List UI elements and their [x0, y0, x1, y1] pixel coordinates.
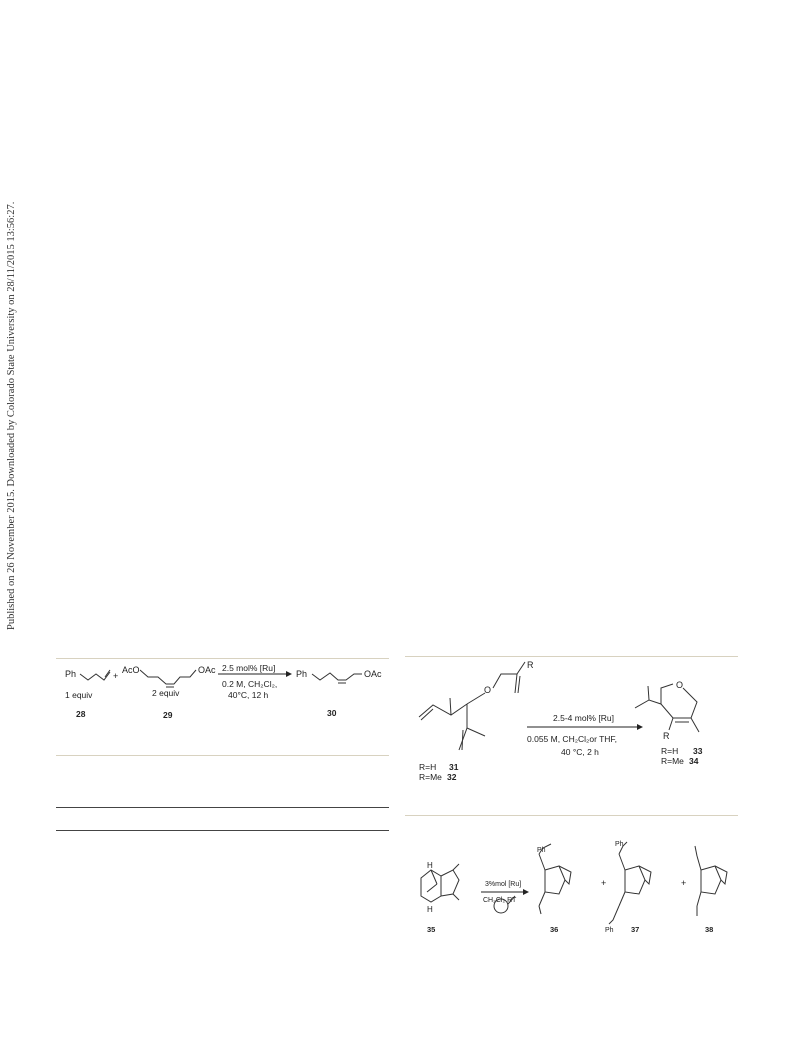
conditions-solvent: 0.055 M, CH₂Cl₂or THF,: [527, 734, 618, 744]
reagent-29-aco: AcO: [122, 665, 140, 675]
reagent-29-oac: OAc: [198, 665, 216, 675]
product-r: R: [663, 731, 670, 741]
conditions-catalyst: 3%mol [Ru]: [485, 881, 522, 888]
compound-label-31: 31: [449, 762, 459, 772]
compound-label-34: 34: [689, 756, 699, 766]
plus-sign-1: +: [601, 878, 607, 888]
compound-label-33: 33: [693, 746, 703, 756]
scheme-left-bottom-rule: [56, 755, 389, 756]
hydrogen-top: H: [427, 861, 433, 870]
pr-r-h: R=H: [661, 746, 679, 756]
reagent-28-ph: Ph: [65, 669, 77, 679]
product-37-ph-bottom: Ph: [605, 927, 614, 934]
scheme-left-top-rule: [56, 658, 389, 659]
product-37-ph-top: Ph: [615, 841, 624, 848]
sm-r-me: R=Me: [419, 772, 442, 782]
product-36-ph: Ph: [537, 847, 546, 854]
conditions-temp-time: 40 °C, 2 h: [561, 747, 599, 757]
conditions-concentration: 0.2 M, CH₂Cl₂,: [222, 679, 278, 689]
ether-oxygen: O: [484, 685, 492, 695]
product-oxygen: O: [676, 680, 684, 690]
table-bottom-rule: [56, 830, 389, 831]
plus-sign-2: +: [681, 878, 687, 888]
compound-label-30: 30: [327, 708, 337, 718]
product-30-oac: OAc: [364, 669, 382, 679]
compound-label-32: 32: [447, 772, 457, 782]
conditions-solvent: CH₂Cl₂ RT: [483, 897, 517, 904]
compound-label-36: 36: [550, 925, 559, 934]
scheme-ring-opening-cross: [405, 840, 738, 940]
scheme-ring-closing: [405, 660, 738, 810]
plus-sign: +: [113, 671, 119, 681]
scheme-right-mid-rule: [405, 815, 738, 816]
hydrogen-bottom: H: [427, 905, 433, 914]
compound-label-35: 35: [427, 925, 436, 934]
scheme-right-top-rule: [405, 656, 738, 657]
compound-label-29: 29: [163, 710, 173, 720]
publication-sidebar: [2, 190, 22, 630]
compound-label-37: 37: [631, 925, 640, 934]
equiv-28: 1 equiv: [65, 690, 93, 700]
pr-r-me: R=Me: [661, 756, 684, 766]
conditions-catalyst: 2.5 mol% [Ru]: [222, 663, 276, 673]
scheme-cross-metathesis: [56, 660, 389, 755]
compound-label-38: 38: [705, 925, 714, 934]
sm-r-h: R=H: [419, 762, 437, 772]
equiv-29: 2 equiv: [152, 688, 180, 698]
conditions-temp-time: 40°C, 12 h: [228, 690, 269, 700]
substituent-r: R: [527, 660, 534, 670]
compound-label-28: 28: [76, 709, 86, 719]
publication-note: Published on 26 November 2015. Downloaded by Colorado State University on 28/11/2015 13:56:27.: [6, 201, 17, 630]
table-top-rule: [56, 807, 389, 808]
product-30-ph: Ph: [296, 669, 308, 679]
conditions-catalyst: 2.5-4 mol% [Ru]: [553, 713, 614, 723]
